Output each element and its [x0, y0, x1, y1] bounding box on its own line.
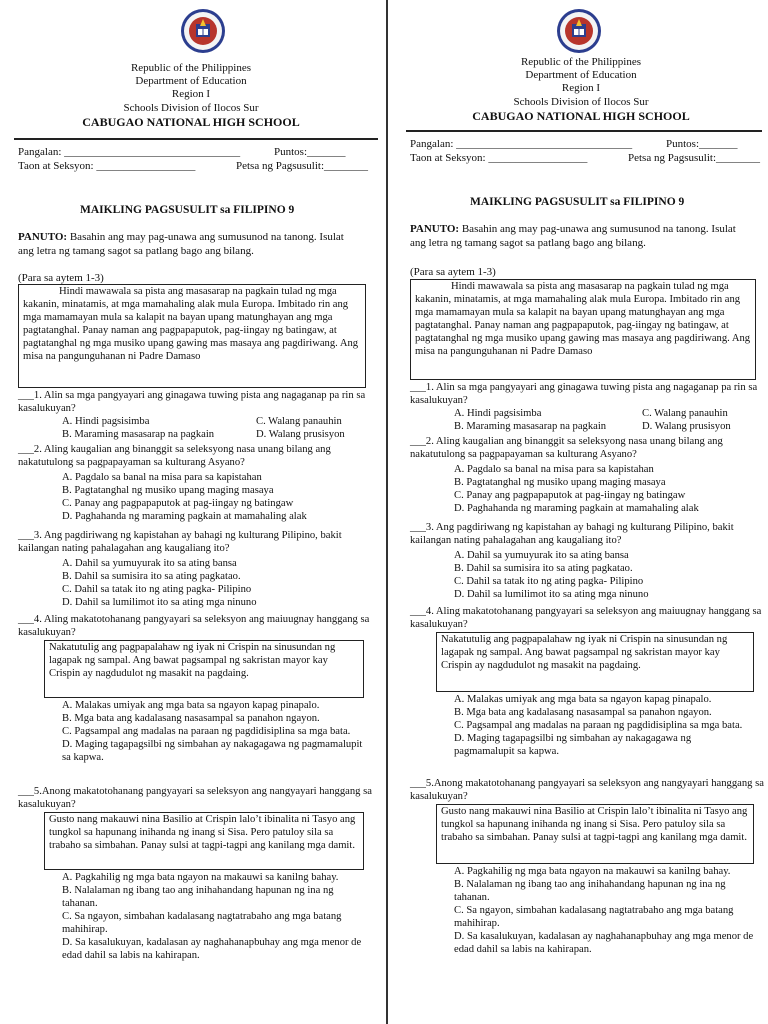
question-2-options — [62, 472, 307, 524]
question-4-options — [454, 694, 754, 759]
question-4: ___4. Aling makatotohanang pangyayari sa seleksyon ang maiuugnay hanggang sa kasalukuyan? — [410, 606, 762, 630]
question-5-passage: Gusto nang makauwi nina Basilio at Crispin lalo’t ibinalita ni Tasyo ang tungkol sa hapunang inihanda ng inang si Sisa. Pero patuloy sila sa trabaho sa simbahan. Panay sulsi at tagpi-tagpi ang kanilang mga damit. — [436, 804, 754, 864]
question-1: ___1. Alin sa mga pangyayari ang ginagawa tuwing pista ang nagaganap pa rin sa kasalukuyan? — [18, 390, 366, 414]
column-divider — [386, 0, 388, 1024]
option-d[interactable]: D. Walang prusisyon — [256, 429, 345, 440]
section-field[interactable]: Taon at Seksyon: __________________ — [18, 160, 196, 172]
score-field[interactable]: Puntos:_______ — [666, 138, 738, 150]
question-5-passage: Gusto nang makauwi nina Basilio at Crispin lalo’t ibinalita ni Tasyo ang tungkol sa hapunang inihanda ng inang si Sisa. Pero patuloy sila sa trabaho sa simbahan. Panay sulsi at tagpi-tagpi ang kanilang mga damit. — [44, 812, 364, 870]
option-d[interactable]: D. Paghahanda ng maraming pagkain at mamahaling alak — [62, 510, 307, 522]
option-b[interactable]: B. Mga bata ang kadalasang nasasampal sa panahon ngayon. — [454, 706, 712, 718]
option-a[interactable]: A. Malakas umiyak ang mga bata sa ngayon kapag pinapalo. — [62, 700, 320, 711]
option-b[interactable]: B. Mga bata ang kadalasang nasasampal sa panahon ngayon. — [62, 712, 320, 724]
option-d[interactable]: D. Dahil sa lumilimot ito sa ating mga ninuno — [454, 588, 649, 600]
question-5: ___5.Anong makatotohanang pangyayari sa seleksyon ang nangyayari hanggang sa kasalukuyan? — [18, 786, 372, 810]
date-field[interactable]: Petsa ng Pagsusulit:________ — [236, 160, 369, 172]
question-5-options — [62, 872, 368, 962]
option-b[interactable]: B. Nalalaman ng ibang tao ang inihahandang hapunan ng ina ng tahanan. — [454, 878, 726, 903]
passage-1: Hindi mawawala sa pista ang masasarap na pagkain tulad ng mga kakanin, minatamis, at mga mamahaling alak mula Europa. Imbitado rin ang mga mamamayan mula sa kalapit na bayan upang matunghayan ang mga pagtatanghal. Panay naman ang pagpapaputok, pag-iingay ng batingaw, at pagtatanghal ng mga musiko upang gawing mas masaya ang pagdiriwang. Ang misa na pangunguhanan ni Padre Damaso — [18, 284, 366, 388]
option-c[interactable]: C. Sa ngayon, simbahan kadalasang nagtatrabaho ang mga batang mahihirap. — [62, 910, 342, 935]
school-header — [470, 56, 692, 123]
option-b[interactable]: B. Pagtatanghal ng musiko upang maging masaya — [62, 484, 274, 496]
header-line: Schools Division of Ilocos Sur — [513, 95, 649, 108]
instructions — [410, 222, 750, 251]
option-c[interactable]: C. Dahil sa tatak ito ng ating pagka- Pilipino — [454, 575, 644, 587]
school-name: CABUGAO NATIONAL HIGH SCHOOL — [472, 108, 690, 123]
instructions-text: Basahin ang may pag-unawa ang sumusunod na tanong. Isulat ang letra ng tamang sagot sa patlang bago ang bilang. — [18, 231, 344, 258]
question-4-options — [62, 700, 368, 765]
deped-seal-icon — [180, 8, 226, 54]
option-b[interactable]: B. Dahil sa sumisira ito sa ating pagkatao. — [62, 570, 241, 582]
option-a[interactable]: A. Hindi pagsisimba — [62, 416, 150, 427]
option-a[interactable]: A. Pagdalo sa banal na misa para sa kapistahan — [62, 472, 262, 483]
question-3: ___3. Ang pagdiriwang ng kapistahan ay bahagi ng kulturang Pilipino, bakit kailangan nating pahalagahan ang kaugaliang ito? — [18, 530, 342, 554]
header-line: Department of Education — [525, 69, 637, 82]
question-1-options — [62, 416, 372, 442]
header-line: Region I — [171, 88, 211, 101]
option-b[interactable]: B. Maraming masasarap na pagkain — [62, 429, 215, 440]
option-d[interactable]: D. Paghahanda ng maraming pagkain at mamahaling alak — [454, 502, 699, 514]
header-line: Department of Education — [135, 75, 247, 88]
instructions-label: PANUTO: — [18, 231, 68, 243]
option-a[interactable]: A. Pagkahilig ng mga bata ngayon na makauwi sa kanilng bahay. — [62, 872, 339, 883]
option-d[interactable]: D. Maging tagapagsilbi ng simbahan ay nakagagawa ng pagmamalupit sa kapwa. — [62, 738, 363, 763]
option-c[interactable]: C. Panay ang pagpapaputok at pag-iingay ng batingaw — [454, 489, 686, 501]
option-d[interactable]: D. Dahil sa lumilimot ito sa ating mga ninuno — [62, 596, 257, 608]
name-field[interactable]: Pangalan: ________________________________ — [410, 138, 633, 150]
option-c[interactable]: C. Panay ang pagpapaputok at pag-iingay ng batingaw — [62, 497, 294, 509]
school-name: CABUGAO NATIONAL HIGH SCHOOL — [82, 114, 300, 129]
option-b[interactable]: B. Maraming masasarap na pagkain — [454, 421, 607, 432]
question-3-options — [454, 550, 649, 602]
option-c[interactable]: C. Dahil sa tatak ito ng ating pagka- Pilipino — [62, 583, 252, 595]
option-d[interactable]: D. Maging tagapagsilbi ng simbahan ay nakagagawa ng pagmamalupit sa kapwa. — [454, 732, 692, 757]
quiz-title: MAIKLING PAGSUSULIT sa FILIPINO 9 — [470, 196, 685, 208]
option-d[interactable]: D. Walang prusisyon — [642, 421, 731, 432]
school-header — [80, 62, 302, 129]
name-field[interactable]: Pangalan: ________________________________ — [18, 146, 241, 158]
question-2: ___2. Aling kaugalian ang binanggit sa seleksyong nasa unang bilang ang nakatutulong sa pagpapayaman sa kulturang Asyano? — [18, 444, 331, 468]
instructions-text: Basahin ang may pag-unawa ang sumusunod na tanong. Isulat ang letra ng tamang sagot sa patlang bago ang bilang. — [410, 223, 736, 250]
option-c[interactable]: C. Sa ngayon, simbahan kadalasang nagtatrabaho ang mga batang mahihirap. — [454, 904, 734, 929]
question-1: ___1. Alin sa mga pangyayari ang ginagawa tuwing pista ang nagaganap pa rin sa kasalukuyan? — [410, 382, 758, 406]
question-1-options — [454, 408, 760, 434]
student-info — [410, 138, 760, 166]
option-a[interactable]: A. Dahil sa yumuyurak ito sa ating bansa — [62, 558, 237, 569]
student-info — [18, 146, 368, 174]
question-2: ___2. Aling kaugalian ang binanggit sa seleksyong nasa unang bilang ang nakatutulong sa pagpapayaman sa kulturang Asyano? — [410, 436, 723, 460]
quiz-title: MAIKLING PAGSUSULIT sa FILIPINO 9 — [80, 204, 295, 216]
section-field[interactable]: Taon at Seksyon: __________________ — [410, 152, 588, 164]
option-a[interactable]: A. Hindi pagsisimba — [454, 408, 542, 419]
score-field[interactable]: Puntos:_______ — [274, 146, 346, 158]
option-a[interactable]: A. Malakas umiyak ang mga bata sa ngayon kapag pinapalo. — [454, 694, 712, 705]
header-line: Region I — [561, 82, 601, 95]
option-a[interactable]: A. Pagkahilig ng mga bata ngayon na makauwi sa kanilng bahay. — [454, 866, 731, 877]
option-a[interactable]: A. Dahil sa yumuyurak ito sa ating bansa — [454, 550, 629, 561]
option-c[interactable]: C. Pagsampal ang madalas na paraan ng pagdidisiplina sa mga bata. — [62, 725, 351, 737]
question-3: ___3. Ang pagdiriwang ng kapistahan ay bahagi ng kulturang Pilipino, bakit kailangan nating pahalagahan ang kaugaliang ito? — [410, 522, 734, 546]
question-4-passage: Nakatutulig ang pagpapalahaw ng iyak ni Crispin na sinusundan ng lagapak ng sampal. Ang bawat pagsampal ng sakristan mayor kay Crispin ay nagdudulot ng masakit na pagdaing. — [44, 640, 364, 698]
instructions-label: PANUTO: — [410, 223, 460, 235]
option-d[interactable]: D. Sa kasalukuyan, kadalasan ay naghahanapbuhay ang mga menor de edad dahil sa labis na kahirapan. — [454, 930, 754, 955]
option-b[interactable]: B. Dahil sa sumisira ito sa ating pagkatao. — [454, 562, 633, 574]
passage-label: (Para sa aytem 1-3) — [410, 266, 496, 278]
header-rule — [14, 138, 378, 140]
question-2-options — [454, 464, 699, 516]
question-5-options — [454, 866, 754, 956]
option-a[interactable]: A. Pagdalo sa banal na misa para sa kapistahan — [454, 464, 654, 475]
header-line: Republic of the Philippines — [520, 56, 642, 68]
quiz-page-right — [392, 0, 768, 1024]
header-rule — [406, 130, 762, 132]
option-b[interactable]: B. Pagtatanghal ng musiko upang maging masaya — [454, 476, 666, 488]
option-d[interactable]: D. Sa kasalukuyan, kadalasan ay naghahanapbuhay ang mga menor de edad dahil sa labis na kahirapan. — [62, 936, 362, 961]
header-line: Republic of the Philippines — [130, 62, 252, 74]
option-b[interactable]: B. Nalalaman ng ibang tao ang inihahandang hapunan ng ina ng tahanan. — [62, 884, 334, 909]
question-5: ___5.Anong makatotohanang pangyayari sa seleksyon ang nangyayari hanggang sa kasalukuyan? — [410, 778, 764, 802]
option-c[interactable]: C. Walang panauhin — [642, 408, 728, 419]
deped-seal-icon — [556, 8, 602, 54]
question-4: ___4. Aling makatotohanang pangyayari sa seleksyon ang maiuugnay hanggang sa kasalukuyan? — [18, 614, 370, 638]
question-4-passage: Nakatutulig ang pagpapalahaw ng iyak ni Crispin na sinusundan ng lagapak ng sampal. Ang bawat pagsampal ng sakristan mayor kay Crispin ay nagdudulot ng masakit na pagdaing. — [436, 632, 754, 692]
passage-1: Hindi mawawala sa pista ang masasarap na pagkain tulad ng mga kakanin, minatamis, at mga mamahaling alak mula Europa. Imbitado rin ang mga mamamayan mula sa kalapit na bayan upang matunghayan ang mga pagtatanghal. Panay naman ang pagpapaputok, pag-iingay ng batingaw, at pagtatanghal ng mga musiko upang gawing mas masaya ang pagdiriwang. Ang misa na pangunguhanan ni Padre Damaso — [410, 279, 756, 380]
date-field[interactable]: Petsa ng Pagsusulit:________ — [628, 152, 761, 164]
option-c[interactable]: C. Walang panauhin — [256, 416, 342, 427]
instructions — [18, 230, 358, 259]
option-c[interactable]: C. Pagsampal ang madalas na paraan ng pagdidisiplina sa mga bata. — [454, 719, 743, 731]
header-line: Schools Division of Ilocos Sur — [123, 101, 259, 114]
passage-label: (Para sa aytem 1-3) — [18, 272, 104, 284]
question-3-options — [62, 558, 257, 610]
